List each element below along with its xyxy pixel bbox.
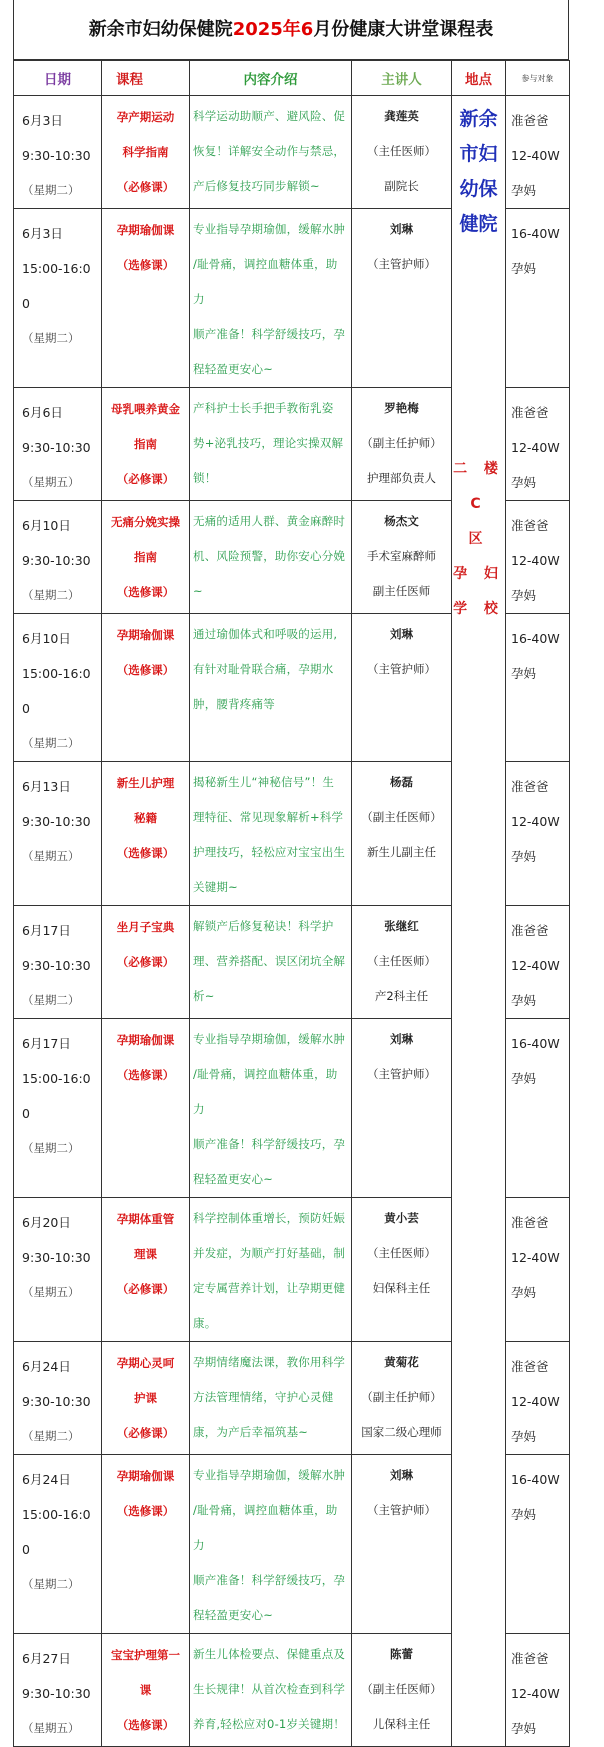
date-cell bbox=[14, 96, 102, 209]
content-cell bbox=[190, 762, 352, 906]
audience-cell bbox=[506, 501, 570, 614]
course-line: 科学指南 bbox=[122, 145, 169, 159]
content-line: 通过瑜伽体式和呼吸的运用, bbox=[193, 627, 338, 641]
course-line: 宝宝护理第一 bbox=[111, 1648, 180, 1662]
location-line: 孕 妇 bbox=[453, 566, 504, 582]
weekday-label: （星期二） bbox=[22, 1577, 80, 1591]
speaker-cell bbox=[352, 762, 452, 906]
date-cell bbox=[14, 1455, 102, 1634]
audience-line: 16-40W bbox=[511, 1472, 560, 1487]
content-line: 护理技巧，轻松应对宝宝出生 bbox=[193, 845, 346, 859]
content-line: 养育,轻松应对0-1岁关键期！ bbox=[193, 1717, 345, 1731]
course-cell bbox=[102, 1198, 190, 1342]
speaker-cell bbox=[352, 614, 452, 762]
speaker-title: 产2科主任 bbox=[374, 989, 429, 1003]
course-line: （选修课） bbox=[116, 585, 175, 599]
time-label: 9:30-10:30 bbox=[22, 1250, 91, 1265]
date-cell bbox=[14, 1634, 102, 1747]
audience-line: 孕妈 bbox=[511, 261, 537, 276]
course-line: （必修课） bbox=[116, 1426, 175, 1440]
header-audience: 参与对象 bbox=[506, 61, 570, 96]
course-cell bbox=[102, 1634, 190, 1747]
content-line: 孕期情绪魔法课，教你用科学 bbox=[193, 1355, 346, 1369]
content-cell bbox=[190, 388, 352, 501]
course-cell bbox=[102, 96, 190, 209]
speaker-cell bbox=[352, 388, 452, 501]
content-line: 程轻盈更安心~ bbox=[193, 1608, 274, 1622]
course-line: 秘籍 bbox=[134, 811, 157, 825]
content-line: 并发症，为顺产打好基础，制 bbox=[193, 1246, 346, 1260]
date-label: 6月10日 bbox=[22, 518, 71, 533]
speaker-name: 刘琳 bbox=[390, 222, 413, 236]
content-line: 程轻盈更安心~ bbox=[193, 362, 274, 376]
time-label: 9:30-10:30 bbox=[22, 814, 91, 829]
date-label: 6月13日 bbox=[22, 779, 71, 794]
content-line: 肿，腰背疼痛等 bbox=[193, 697, 275, 711]
course-line: （必修课） bbox=[116, 1282, 175, 1296]
speaker-name: 张继红 bbox=[384, 919, 419, 933]
date-cell bbox=[14, 1198, 102, 1342]
audience-line: 12-40W bbox=[511, 440, 560, 455]
weekday-label: （星期五） bbox=[22, 1721, 80, 1735]
speaker-cell bbox=[352, 1634, 452, 1747]
audience-cell bbox=[506, 1342, 570, 1455]
audience-line: 12-40W bbox=[511, 1250, 560, 1265]
speaker-title: （主任医师） bbox=[367, 954, 436, 968]
audience-line: 12-40W bbox=[511, 958, 560, 973]
header-location: 地点 bbox=[452, 61, 506, 96]
speaker-title: （副主任护师） bbox=[361, 436, 442, 450]
weekday-label: （星期二） bbox=[22, 736, 80, 750]
schedule-sheet bbox=[13, 0, 570, 1736]
time-label: 15:00-16:0 bbox=[22, 666, 91, 681]
location-line: 学 校 bbox=[453, 601, 504, 617]
speaker-title: （主管护师） bbox=[367, 662, 436, 676]
audience-line: 孕妈 bbox=[511, 475, 537, 490]
location-line: 区 bbox=[468, 531, 489, 547]
page-title: 新余市妇幼保健院2025年6月份健康大讲堂课程表 bbox=[13, 0, 569, 60]
weekday-label: （星期二） bbox=[22, 331, 80, 345]
date-label: 6月10日 bbox=[22, 631, 71, 646]
time-label: 9:30-10:30 bbox=[22, 958, 91, 973]
header-content: 内容介绍 bbox=[190, 61, 352, 96]
audience-line: 孕妈 bbox=[511, 666, 537, 681]
content-line: 势+泌乳技巧，理论实操双解 bbox=[193, 436, 344, 450]
course-line: （选修课） bbox=[116, 1504, 175, 1518]
content-line: 方法管理情绪，守护心灵健 bbox=[193, 1390, 334, 1404]
speaker-title: 副院长 bbox=[384, 179, 419, 193]
audience-line: 孕妈 bbox=[511, 1429, 537, 1444]
audience-line: 准爸爸 bbox=[511, 1359, 549, 1374]
audience-line: 准爸爸 bbox=[511, 1651, 549, 1666]
audience-line: 准爸爸 bbox=[511, 518, 549, 533]
course-cell bbox=[102, 1455, 190, 1634]
header-speaker: 主讲人 bbox=[352, 61, 452, 96]
audience-line: 孕妈 bbox=[511, 1507, 537, 1522]
audience-line: 准爸爸 bbox=[511, 779, 549, 794]
speaker-cell bbox=[352, 96, 452, 209]
course-line: 孕期瑜伽课 bbox=[116, 223, 175, 237]
content-line: 析~ bbox=[193, 989, 215, 1003]
speaker-name: 杨磊 bbox=[390, 775, 413, 789]
course-cell bbox=[102, 388, 190, 501]
course-line: 孕期瑜伽课 bbox=[116, 628, 175, 642]
date-cell bbox=[14, 1019, 102, 1198]
location-room bbox=[452, 452, 505, 627]
course-line: 课 bbox=[139, 1683, 152, 1697]
speaker-name: 罗艳梅 bbox=[384, 401, 419, 415]
location-line: 幼保 bbox=[459, 178, 498, 200]
content-line: 顺产准备！科学舒缓技巧，孕 bbox=[193, 327, 346, 341]
location-hospital bbox=[452, 102, 505, 242]
audience-line: 12-40W bbox=[511, 148, 560, 163]
audience-line: 12-40W bbox=[511, 814, 560, 829]
speaker-name: 陈蕾 bbox=[390, 1647, 413, 1661]
date-label: 6月27日 bbox=[22, 1651, 71, 1666]
time-label: 15:00-16:0 bbox=[22, 261, 91, 276]
course-line: 坐月子宝典 bbox=[116, 920, 175, 934]
date-cell bbox=[14, 1342, 102, 1455]
audience-line: 12-40W bbox=[511, 553, 560, 568]
audience-line: 孕妈 bbox=[511, 183, 537, 198]
course-cell bbox=[102, 614, 190, 762]
course-line: 孕期瑜伽课 bbox=[116, 1469, 175, 1483]
content-line: 无痛的适用人群、黄金麻醉时 bbox=[193, 514, 346, 528]
audience-cell bbox=[506, 96, 570, 209]
date-cell bbox=[14, 501, 102, 614]
speaker-name: 龚莲英 bbox=[384, 109, 419, 123]
table-row bbox=[14, 96, 570, 209]
speaker-name: 杨杰文 bbox=[384, 514, 419, 528]
course-line: （必修课） bbox=[116, 472, 175, 486]
weekday-label: （星期五） bbox=[22, 849, 80, 863]
content-line: 专业指导孕期瑜伽，缓解水肿 bbox=[193, 1032, 346, 1046]
speaker-name: 刘琳 bbox=[390, 1032, 413, 1046]
audience-line: 准爸爸 bbox=[511, 113, 549, 128]
course-line: （选修课） bbox=[116, 258, 175, 272]
audience-line: 孕妈 bbox=[511, 1721, 537, 1736]
course-cell bbox=[102, 906, 190, 1019]
course-line: 孕期瑜伽课 bbox=[116, 1033, 175, 1047]
speaker-title: 新生儿副主任 bbox=[367, 845, 436, 859]
speaker-title: （主管护师） bbox=[367, 1067, 436, 1081]
content-line: 锁！ bbox=[193, 471, 217, 485]
course-line: 护课 bbox=[134, 1391, 157, 1405]
speaker-cell bbox=[352, 906, 452, 1019]
course-cell bbox=[102, 1342, 190, 1455]
audience-line: 准爸爸 bbox=[511, 405, 549, 420]
schedule-body bbox=[14, 96, 570, 1747]
content-line: 专业指导孕期瑜伽，缓解水肿 bbox=[193, 1468, 346, 1482]
content-line: /耻骨痛，调控血糖体重，助力 bbox=[193, 1503, 338, 1552]
content-line: 科学控制体重增长，预防妊娠 bbox=[193, 1211, 346, 1225]
content-line: 产科护士长手把手教衔乳姿 bbox=[193, 401, 334, 415]
audience-line: 孕妈 bbox=[511, 993, 537, 1008]
date-cell bbox=[14, 388, 102, 501]
content-cell bbox=[190, 614, 352, 762]
speaker-title: （副主任医师） bbox=[361, 810, 442, 824]
speaker-cell bbox=[352, 1342, 452, 1455]
speaker-title: （主管护师） bbox=[367, 1503, 436, 1517]
speaker-name: 黄菊花 bbox=[384, 1355, 419, 1369]
course-line: 指南 bbox=[134, 550, 157, 564]
content-line: ~ bbox=[193, 584, 203, 598]
speaker-title: 国家二级心理师 bbox=[361, 1425, 442, 1439]
audience-line: 准爸爸 bbox=[511, 923, 549, 938]
content-line: /耻骨痛，调控血糖体重，助力 bbox=[193, 257, 338, 306]
content-cell bbox=[190, 1019, 352, 1198]
audience-line: 孕妈 bbox=[511, 849, 537, 864]
audience-cell bbox=[506, 209, 570, 388]
location-line: C bbox=[470, 496, 487, 512]
time-label-cont: 0 bbox=[22, 701, 30, 716]
course-line: （选修课） bbox=[116, 663, 175, 677]
course-line: （必修课） bbox=[116, 180, 175, 194]
audience-cell bbox=[506, 388, 570, 501]
header-row bbox=[14, 61, 570, 96]
audience-line: 16-40W bbox=[511, 1036, 560, 1051]
audience-cell bbox=[506, 762, 570, 906]
course-cell bbox=[102, 1019, 190, 1198]
speaker-title: 护理部负责人 bbox=[367, 471, 436, 485]
course-line: 孕期心灵呵 bbox=[116, 1356, 175, 1370]
content-line: 理、营养搭配、误区闭坑全解 bbox=[193, 954, 346, 968]
time-label: 9:30-10:30 bbox=[22, 1394, 91, 1409]
content-line: 科学运动助顺产、避风险、促 bbox=[193, 109, 346, 123]
content-line: 新生儿体检要点、保健重点及 bbox=[193, 1647, 346, 1661]
content-line: 机、风险预警，助你安心分娩 bbox=[193, 549, 346, 563]
date-label: 6月17日 bbox=[22, 923, 71, 938]
location-line: 二 楼 bbox=[453, 461, 504, 477]
speaker-cell bbox=[352, 501, 452, 614]
audience-line: 孕妈 bbox=[511, 588, 537, 603]
content-cell bbox=[190, 1634, 352, 1747]
date-label: 6月24日 bbox=[22, 1472, 71, 1487]
content-line: 康，为产后幸福筑基~ bbox=[193, 1425, 309, 1439]
time-label: 9:30-10:30 bbox=[22, 440, 91, 455]
date-label: 6月17日 bbox=[22, 1036, 71, 1051]
date-cell bbox=[14, 906, 102, 1019]
schedule-table bbox=[13, 60, 570, 1747]
date-cell bbox=[14, 209, 102, 388]
content-line: 有针对耻骨联合痛，孕期水 bbox=[193, 662, 334, 676]
speaker-name: 刘琳 bbox=[390, 627, 413, 641]
time-label-cont: 0 bbox=[22, 296, 30, 311]
time-label: 9:30-10:30 bbox=[22, 148, 91, 163]
date-cell bbox=[14, 762, 102, 906]
audience-line: 16-40W bbox=[511, 631, 560, 646]
audience-line: 12-40W bbox=[511, 1394, 560, 1409]
content-line: 关键期~ bbox=[193, 880, 238, 894]
speaker-title: （主管护师） bbox=[367, 257, 436, 271]
speaker-cell bbox=[352, 1019, 452, 1198]
speaker-title: 手术室麻醉师 bbox=[367, 549, 436, 563]
weekday-label: （星期五） bbox=[22, 1285, 80, 1299]
weekday-label: （星期二） bbox=[22, 183, 80, 197]
course-line: 新生儿护理 bbox=[116, 776, 175, 790]
audience-line: 准爸爸 bbox=[511, 1215, 549, 1230]
date-label: 6月3日 bbox=[22, 113, 63, 128]
content-line: 解锁产后修复秘诀！科学护 bbox=[193, 919, 334, 933]
content-line: 康。 bbox=[193, 1316, 217, 1330]
time-label-cont: 0 bbox=[22, 1106, 30, 1121]
content-line: 定专属营养计划，让孕期更健 bbox=[193, 1281, 346, 1295]
content-cell bbox=[190, 501, 352, 614]
course-line: 理课 bbox=[134, 1247, 157, 1261]
time-label-cont: 0 bbox=[22, 1542, 30, 1557]
course-line: （选修课） bbox=[116, 846, 175, 860]
header-date: 日期 bbox=[14, 61, 102, 96]
content-cell bbox=[190, 906, 352, 1019]
course-line: 孕产期运动 bbox=[116, 110, 175, 124]
course-cell bbox=[102, 762, 190, 906]
speaker-title: （主任医师） bbox=[367, 144, 436, 158]
content-cell bbox=[190, 1455, 352, 1634]
location-line: 市妇 bbox=[459, 143, 498, 165]
speaker-title: （主任医师） bbox=[367, 1246, 436, 1260]
time-label: 15:00-16:0 bbox=[22, 1071, 91, 1086]
location-line: 新余 bbox=[459, 108, 498, 130]
time-label: 9:30-10:30 bbox=[22, 1686, 91, 1701]
content-line: 恢复！详解安全动作与禁忌， bbox=[193, 144, 346, 158]
date-label: 6月20日 bbox=[22, 1215, 71, 1230]
date-label: 6月3日 bbox=[22, 226, 63, 241]
location-cell bbox=[452, 96, 506, 1747]
audience-line: 孕妈 bbox=[511, 1285, 537, 1300]
content-line: 顺产准备！科学舒缓技巧，孕 bbox=[193, 1573, 346, 1587]
weekday-label: （星期二） bbox=[22, 993, 80, 1007]
content-cell bbox=[190, 96, 352, 209]
content-cell bbox=[190, 1198, 352, 1342]
date-label: 6月6日 bbox=[22, 405, 63, 420]
speaker-title: 妇保科主任 bbox=[372, 1281, 431, 1295]
course-line: 孕期体重管 bbox=[116, 1212, 175, 1226]
content-line: 揭秘新生儿“神秘信号”！生 bbox=[193, 775, 335, 789]
content-line: 顺产准备！科学舒缓技巧，孕 bbox=[193, 1137, 346, 1151]
date-cell bbox=[14, 614, 102, 762]
header-course: 课程 bbox=[102, 61, 190, 96]
audience-cell bbox=[506, 1198, 570, 1342]
time-label: 15:00-16:0 bbox=[22, 1507, 91, 1522]
course-line: 母乳喂养黄金 bbox=[111, 402, 180, 416]
location-line: 健院 bbox=[459, 213, 498, 235]
speaker-title: 儿保科主任 bbox=[372, 1717, 431, 1731]
content-line: 专业指导孕期瑜伽，缓解水肿 bbox=[193, 222, 346, 236]
content-line: 生长规律！从首次检查到科学 bbox=[193, 1682, 346, 1696]
content-cell bbox=[190, 1342, 352, 1455]
speaker-name: 刘琳 bbox=[390, 1468, 413, 1482]
date-label: 6月24日 bbox=[22, 1359, 71, 1374]
speaker-title: （副主任医师） bbox=[361, 1682, 442, 1696]
audience-cell bbox=[506, 906, 570, 1019]
weekday-label: （星期二） bbox=[22, 1429, 80, 1443]
weekday-label: （星期五） bbox=[22, 475, 80, 489]
speaker-name: 黄小芸 bbox=[384, 1211, 419, 1225]
weekday-label: （星期二） bbox=[22, 588, 80, 602]
audience-cell bbox=[506, 1019, 570, 1198]
speaker-title: （副主任护师） bbox=[361, 1390, 442, 1404]
audience-cell bbox=[506, 1634, 570, 1747]
audience-cell bbox=[506, 614, 570, 762]
course-cell bbox=[102, 209, 190, 388]
course-line: （必修课） bbox=[116, 955, 175, 969]
content-line: 理特征、常见现象解析+科学 bbox=[193, 810, 344, 824]
course-line: （选修课） bbox=[116, 1068, 175, 1082]
audience-line: 16-40W bbox=[511, 226, 560, 241]
weekday-label: （星期二） bbox=[22, 1141, 80, 1155]
content-line: 程轻盈更安心~ bbox=[193, 1172, 274, 1186]
speaker-cell bbox=[352, 209, 452, 388]
audience-cell bbox=[506, 1455, 570, 1634]
course-line: 无痛分娩实操 bbox=[111, 515, 180, 529]
course-cell bbox=[102, 501, 190, 614]
audience-line: 孕妈 bbox=[511, 1071, 537, 1086]
speaker-cell bbox=[352, 1198, 452, 1342]
time-label: 9:30-10:30 bbox=[22, 553, 91, 568]
course-line: 指南 bbox=[134, 437, 157, 451]
content-line: 产后修复技巧同步解锁~ bbox=[193, 179, 320, 193]
speaker-cell bbox=[352, 1455, 452, 1634]
course-line: （选修课） bbox=[116, 1718, 175, 1732]
content-line: /耻骨痛，调控血糖体重，助力 bbox=[193, 1067, 338, 1116]
content-cell bbox=[190, 209, 352, 388]
audience-line: 12-40W bbox=[511, 1686, 560, 1701]
speaker-title: 副主任医师 bbox=[372, 584, 431, 598]
